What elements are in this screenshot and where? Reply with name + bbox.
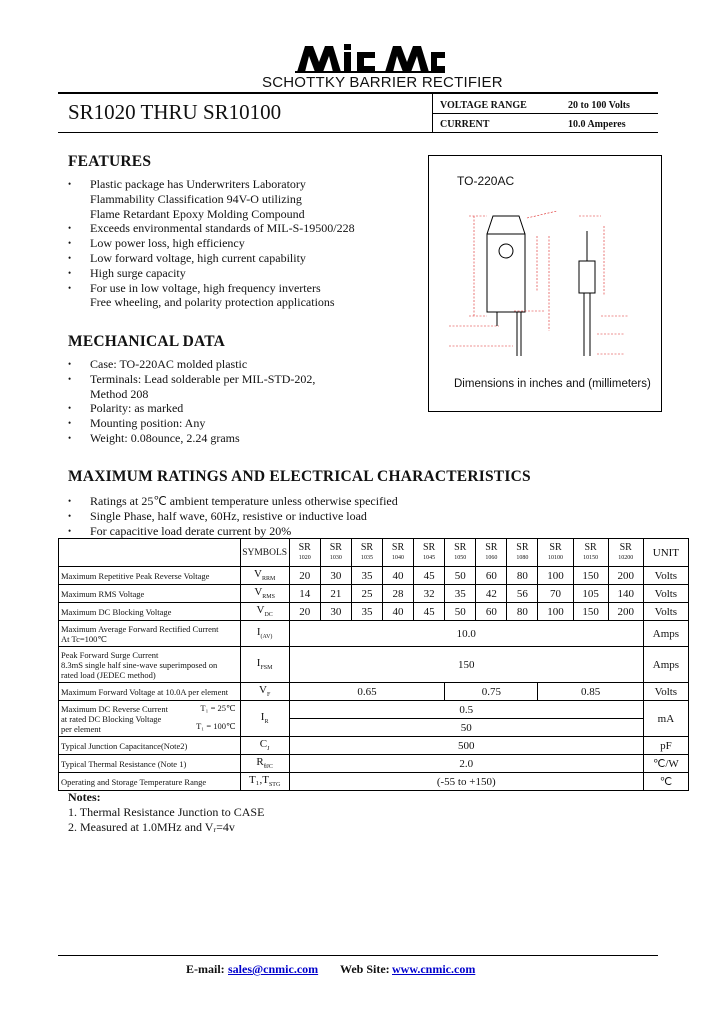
feature-item: • Low power loss, high efficiency xyxy=(68,236,418,251)
table-cell: 105 xyxy=(573,585,608,603)
table-row-surge-current xyxy=(59,647,689,683)
table-cell: 2.0 xyxy=(289,755,643,773)
table-cell: 60 xyxy=(476,567,507,585)
notes-block xyxy=(68,790,264,835)
table-cell: 35 xyxy=(351,603,382,621)
table-cell: 40 xyxy=(382,603,413,621)
table-cell: 21 xyxy=(320,585,351,603)
table-cell: 30 xyxy=(320,603,351,621)
website-label: Web Site: xyxy=(340,962,390,976)
feature-item: • Exceeds environmental standards of MIL-S-19500/228 xyxy=(68,221,418,236)
model-col-1060: SR 1060 xyxy=(476,539,507,567)
row-symbol: $V_{RMS}$ xyxy=(240,585,289,603)
table-cell: 150 xyxy=(289,647,643,683)
voltage-range-value: 20 to 100 Volts xyxy=(568,100,630,111)
table-cell: 80 xyxy=(507,603,538,621)
voltage-range-label: VOLTAGE RANGE xyxy=(440,100,527,111)
table-cell: 200 xyxy=(608,567,643,585)
table-cell: 100 xyxy=(538,603,573,621)
footer-rule xyxy=(58,955,658,956)
note-item: 2. Measured at 1.0MHz and Vᵣ=4v xyxy=(68,820,235,834)
row-unit: mA xyxy=(643,701,688,737)
model-col-10200: SR 10200 xyxy=(608,539,643,567)
model-col-1045: SR 1045 xyxy=(414,539,445,567)
email-link[interactable]: sales@cnmic.com xyxy=(228,962,319,976)
row-symbol: $T_1,T_{STG}$ xyxy=(240,773,289,791)
model-col-1030: SR 1030 xyxy=(320,539,351,567)
table-row xyxy=(59,603,689,621)
row-desc: Operating and Storage Temperature Range xyxy=(59,773,241,791)
table-cell: 60 xyxy=(476,603,507,621)
current-label: CURRENT xyxy=(440,119,490,130)
to220-outline-drawing xyxy=(429,156,661,376)
spec-divider xyxy=(432,113,658,114)
mechanical-item: Method 208 xyxy=(90,386,149,401)
note-item: 1. Thermal Resistance Junction to CASE xyxy=(68,805,265,819)
feature-item: Flammability Classification 94V-O utilizing xyxy=(90,191,302,206)
header-rule-bottom xyxy=(58,132,658,133)
row-symbol: $I_{FSM}$ xyxy=(240,647,289,683)
mechanical-list xyxy=(68,357,418,446)
ratings-table xyxy=(58,538,689,791)
ratings-condition: • Ratings at 25℃ ambient temperature unless otherwise specified xyxy=(68,494,568,509)
row-desc: Peak Forward Surge Current 8.3mS single half sine-wave superimposed on rated load (JEDEC method) xyxy=(59,647,241,683)
feature-item: • High surge capacity xyxy=(68,266,418,281)
table-cell: 50 xyxy=(445,603,476,621)
feature-item: Flame Retardant Epoxy Molding Compound xyxy=(90,206,305,221)
row-symbol: $R_{\theta JC}$ xyxy=(240,755,289,773)
table-row xyxy=(59,567,689,585)
ratings-condition: • Single Phase, half wave, 60Hz, resistive or inductive load xyxy=(68,509,568,524)
ratings-heading: MAXIMUM RATINGS AND ELECTRICAL CHARACTERISTICS xyxy=(68,468,531,485)
row-symbol: $I_R$ xyxy=(240,701,289,737)
table-cell: 50 xyxy=(445,567,476,585)
row-symbol: $V_{RRM}$ xyxy=(240,567,289,585)
table-cell: 200 xyxy=(608,603,643,621)
mechanical-item: • Polarity: as marked xyxy=(68,401,418,416)
row-desc: Maximum Average Forward Rectified Current At Tc=100℃ xyxy=(59,621,241,647)
table-cell: 35 xyxy=(351,567,382,585)
table-cell: 150 xyxy=(573,603,608,621)
table-cell: 42 xyxy=(476,585,507,603)
feature-item: • Plastic package has Underwriters Laboratory xyxy=(68,177,418,192)
table-cell: 45 xyxy=(414,567,445,585)
table-cell: 32 xyxy=(414,585,445,603)
model-col-10150: SR 10150 xyxy=(573,539,608,567)
ir-cond-100: T₁ = 100℃ xyxy=(196,721,236,731)
table-cell: 0.75 xyxy=(445,683,538,701)
model-col-1050: SR 1050 xyxy=(445,539,476,567)
unit-header: UNIT xyxy=(643,539,688,567)
mechanical-item: • Terminals: Lead solderable per MIL-STD-202, xyxy=(68,372,418,387)
row-desc: Typical Junction Capacitance(Note2) xyxy=(59,737,241,755)
row-unit: Volts xyxy=(643,683,688,701)
table-cell: 14 xyxy=(289,585,320,603)
table-cell: 10.0 xyxy=(289,621,643,647)
row-unit: Amps xyxy=(643,621,688,647)
ir-cond-25: T₁ = 25℃ xyxy=(200,703,236,713)
table-header-row xyxy=(59,539,689,567)
model-col-1020: SR 1020 xyxy=(289,539,320,567)
row-unit: ℃ xyxy=(643,773,688,791)
table-row-temperature xyxy=(59,773,689,791)
model-col-1040: SR 1040 xyxy=(382,539,413,567)
table-cell: 500 xyxy=(289,737,643,755)
package-drawing-box xyxy=(428,155,662,412)
row-unit: Volts xyxy=(643,603,688,621)
header-rule xyxy=(58,92,658,94)
table-cell: 70 xyxy=(538,585,573,603)
table-row-forward-current xyxy=(59,621,689,647)
feature-item: • For use in low voltage, high frequency inverters xyxy=(68,281,418,296)
row-symbol: $V_{DC}$ xyxy=(240,603,289,621)
table-cell: 28 xyxy=(382,585,413,603)
mechanical-item: • Weight: 0.08ounce, 2.24 grams xyxy=(68,431,418,446)
notes-title: Notes: xyxy=(68,790,101,804)
ratings-conditions xyxy=(68,494,568,538)
mechanical-item: • Mounting position: Any xyxy=(68,416,418,431)
table-row-thermal xyxy=(59,755,689,773)
table-cell: 0.5 xyxy=(289,701,643,719)
table-header-blank xyxy=(59,539,241,567)
feature-item: • Low forward voltage, high current capability xyxy=(68,251,418,266)
table-row-reverse-current xyxy=(59,701,689,719)
table-row xyxy=(59,585,689,603)
table-cell: 80 xyxy=(507,567,538,585)
table-cell: 150 xyxy=(573,567,608,585)
table-cell: 25 xyxy=(351,585,382,603)
row-unit: Volts xyxy=(643,567,688,585)
table-cell: 35 xyxy=(445,585,476,603)
ratings-condition: • For capacitive load derate current by 20% xyxy=(68,524,568,539)
row-desc: Maximum Forward Voltage at 10.0A per element xyxy=(59,683,241,701)
table-cell: 20 xyxy=(289,567,320,585)
model-col-1080: SR 1080 xyxy=(507,539,538,567)
product-subtitle: SCHOTTKY BARRIER RECTIFIER xyxy=(262,74,503,91)
row-unit: Volts xyxy=(643,585,688,603)
table-cell: 0.85 xyxy=(538,683,643,701)
current-value: 10.0 Amperes xyxy=(568,119,626,130)
feature-item: Free wheeling, and polarity protection applications xyxy=(90,295,335,310)
row-desc: Maximum Repetitive Peak Reverse Voltage xyxy=(59,567,241,585)
features-list xyxy=(68,177,418,310)
row-desc: Maximum DC Reverse Current at rated DC Blocking Voltage per element T₁ = 25℃ T₁ = 100℃ xyxy=(59,701,241,737)
row-desc: Maximum DC Blocking Voltage xyxy=(59,603,241,621)
table-cell: 40 xyxy=(382,567,413,585)
table-row-capacitance xyxy=(59,737,689,755)
row-unit: ℃/W xyxy=(643,755,688,773)
table-cell: 30 xyxy=(320,567,351,585)
package-name: TO-220AC xyxy=(457,174,515,188)
table-cell: 20 xyxy=(289,603,320,621)
table-cell: 45 xyxy=(414,603,445,621)
row-symbol: $C_J$ xyxy=(240,737,289,755)
symbols-header: SYMBOLS xyxy=(240,539,289,567)
mic-logo xyxy=(295,40,445,74)
table-cell: 0.65 xyxy=(289,683,444,701)
table-cell: (-55 to +150) xyxy=(289,773,643,791)
table-cell: 100 xyxy=(538,567,573,585)
dimensions-caption: Dimensions in inches and (millimeters) xyxy=(454,378,651,390)
mechanical-item: • Case: TO-220AC molded plastic xyxy=(68,357,418,372)
model-col-10100: SR 10100 xyxy=(538,539,573,567)
part-range-title: SR1020 THRU SR10100 xyxy=(68,100,282,124)
table-cell: 50 xyxy=(289,719,643,737)
email-label: E-mail: xyxy=(186,962,225,976)
mechanical-heading: MECHANICAL DATA xyxy=(68,333,226,350)
row-desc: Maximum RMS Voltage xyxy=(59,585,241,603)
row-symbol: $V_F$ xyxy=(240,683,289,701)
table-cell: 56 xyxy=(507,585,538,603)
table-row-forward-voltage xyxy=(59,683,689,701)
row-unit: Amps xyxy=(643,647,688,683)
website-link[interactable]: www.cnmic.com xyxy=(392,962,476,976)
table-cell: 140 xyxy=(608,585,643,603)
row-unit: pF xyxy=(643,737,688,755)
features-heading: FEATURES xyxy=(68,153,152,170)
model-col-1035: SR 1035 xyxy=(351,539,382,567)
row-desc: Typical Thermal Resistance (Note 1) xyxy=(59,755,241,773)
row-symbol: $I_{(AV)}$ xyxy=(240,621,289,647)
